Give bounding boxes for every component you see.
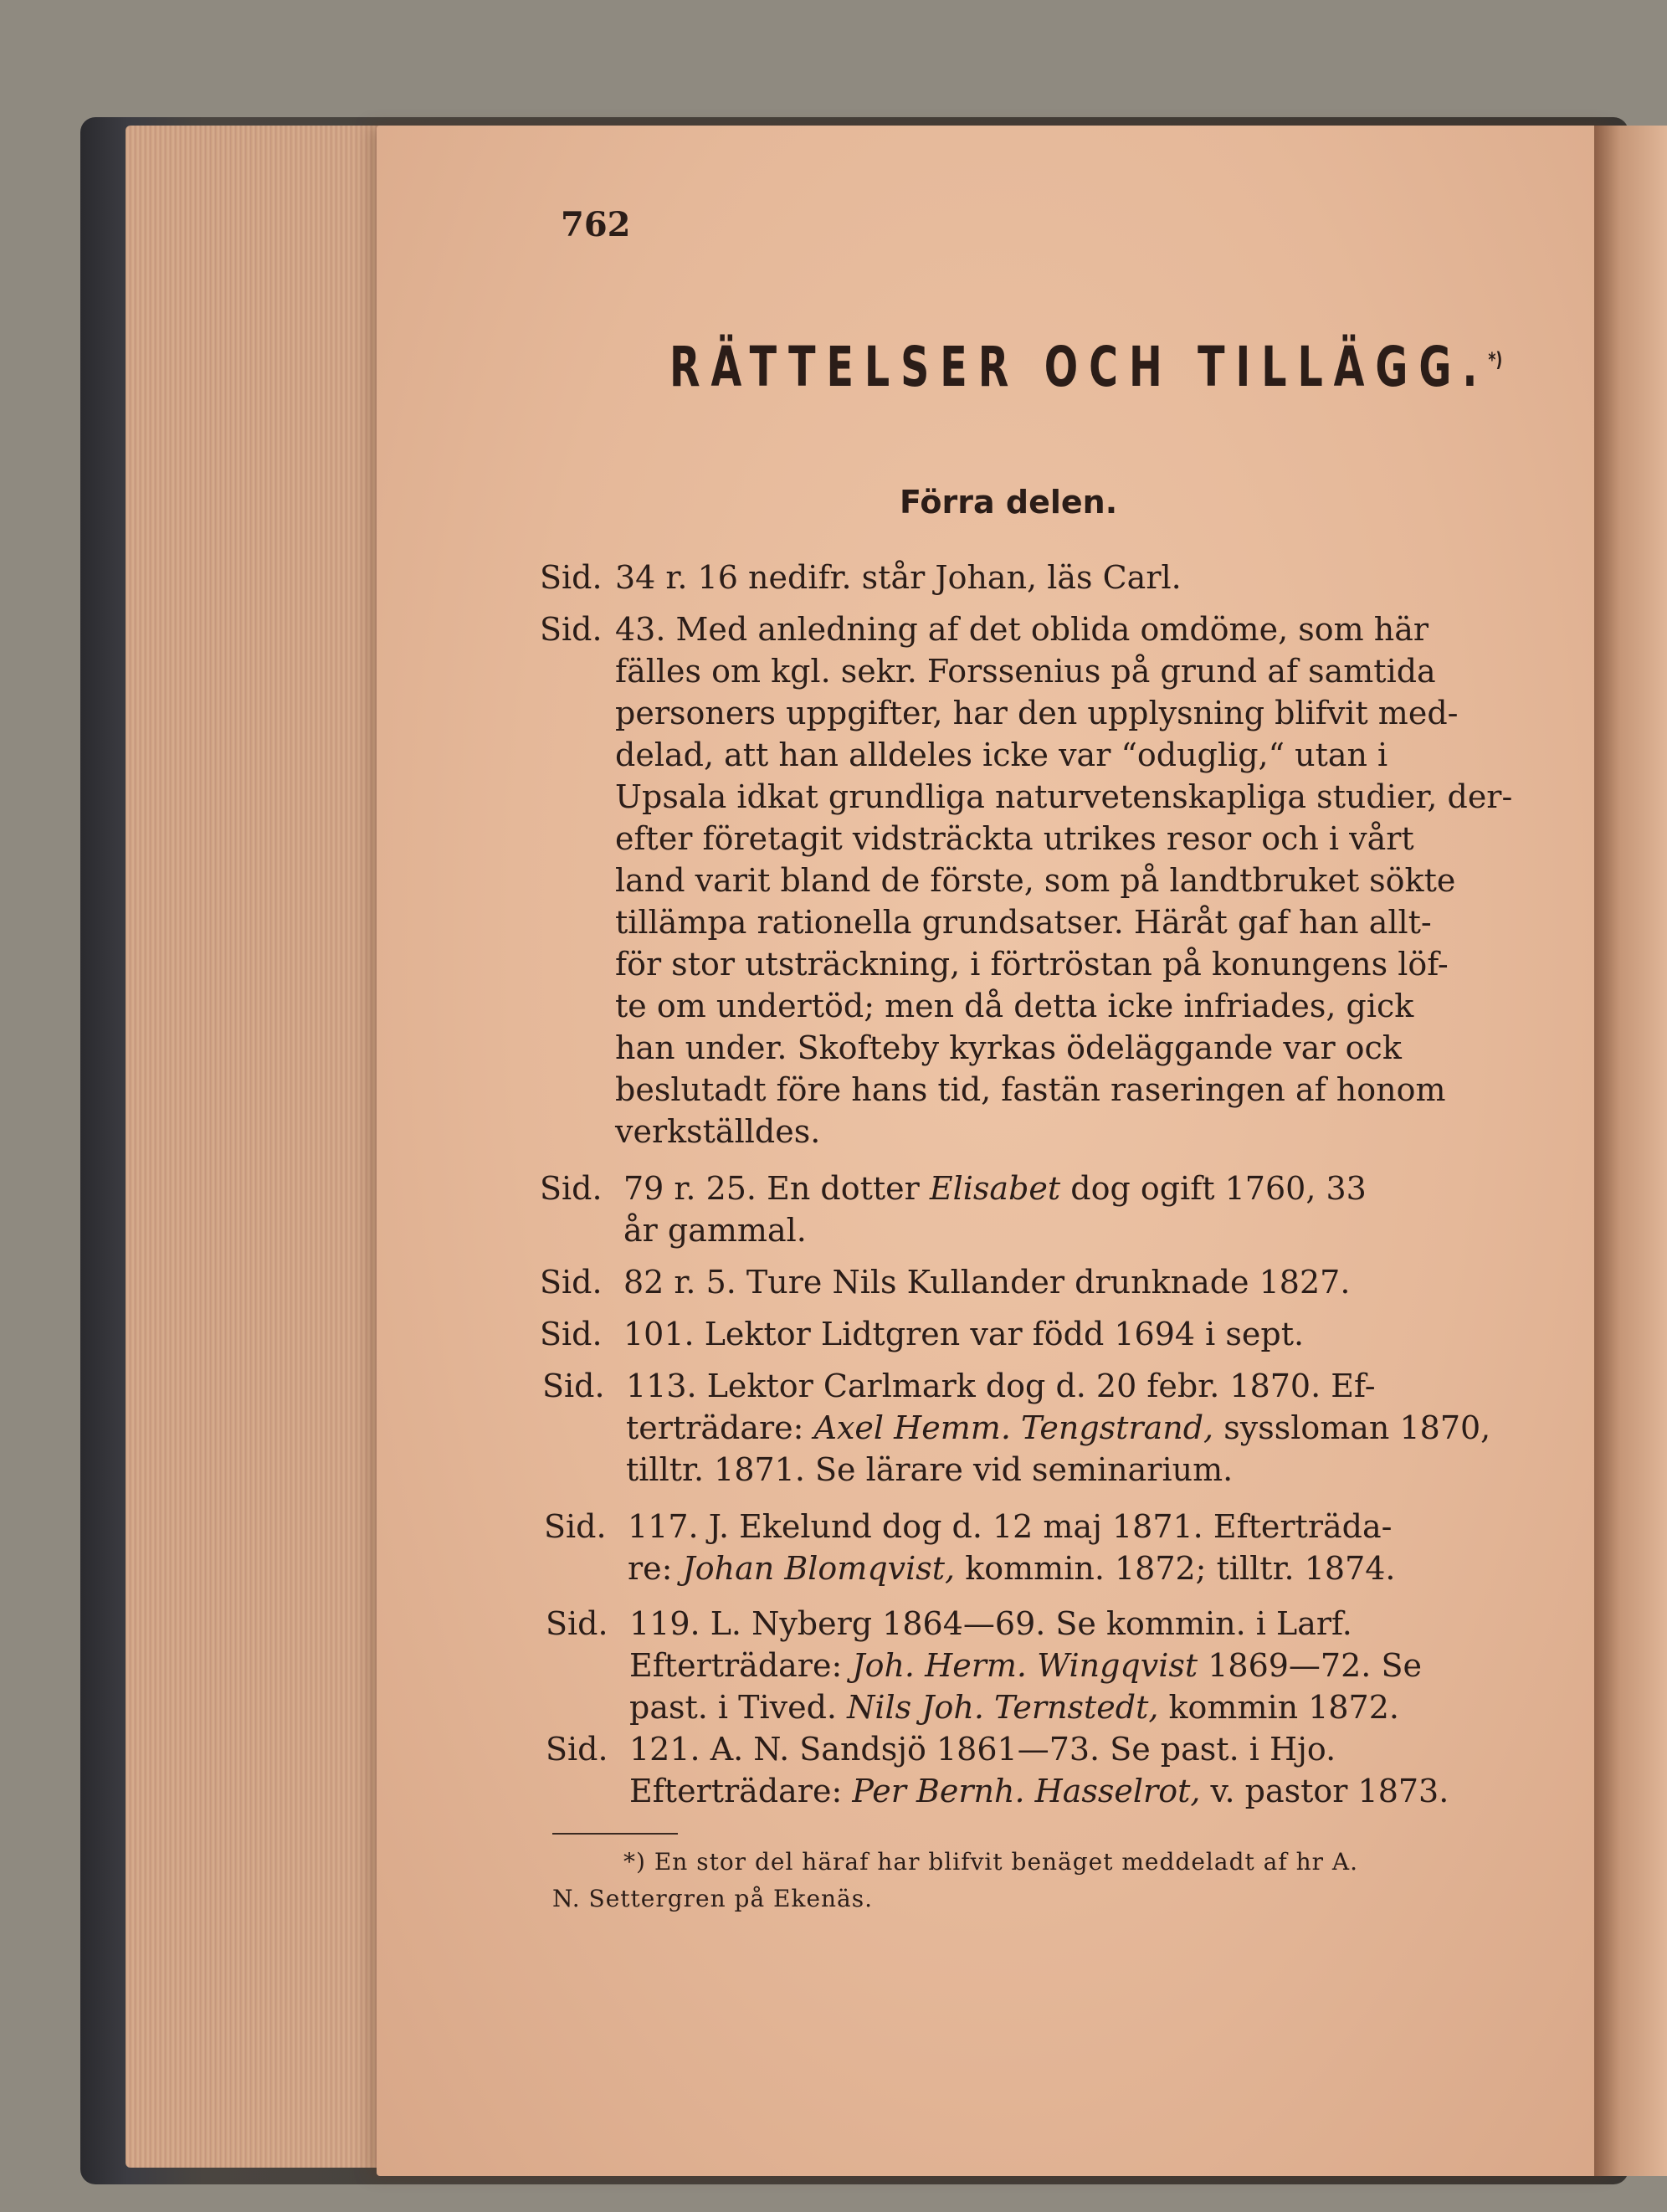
entry-line: 79 r. 25. En dotter Elisabet dog ogift 1760, 33: [623, 1170, 1367, 1207]
footnote-line: N. Settergren på Ekenäs.: [552, 1885, 874, 1912]
entry-line: Efterträdare: Joh. Herm. Wingqvist 1869—72. Se: [629, 1647, 1422, 1684]
entry-line: 34 r. 16 nedifr. står Johan, läs Carl.: [615, 559, 1182, 596]
entry-line: han under. Skofteby kyrkas ödeläggande var ock: [615, 1029, 1402, 1066]
title-footnote-marker: *): [1488, 348, 1503, 372]
entry-line: beslutadt före hans tid, fastän raseringen af honom: [615, 1071, 1446, 1108]
entry-label: Sid.: [540, 1316, 603, 1352]
entry-line: personers uppgifter, har den upplysning blifvit med-: [615, 695, 1459, 731]
entry-label: Sid.: [546, 1605, 608, 1642]
page-number: 762: [561, 205, 631, 244]
entry-line: fälles om kgl. sekr. Forssenius på grund af samtida: [615, 653, 1436, 690]
entry-line: för stor utsträckning, i förtröstan på konungens löf-: [615, 946, 1449, 983]
entry-line: verkställdes.: [615, 1113, 821, 1150]
entry-line: 119. L. Nyberg 1864—69. Se kommin. i Larf.: [629, 1605, 1352, 1642]
entry-label: Sid.: [544, 1508, 607, 1545]
page-title-text: RÄTTELSER OCH TILLÄGG.: [669, 335, 1489, 399]
page-title: [669, 335, 1502, 399]
entry-line: Efterträdare: Per Bernh. Hasselrot, v. pastor 1873.: [629, 1773, 1449, 1809]
entry-line: 101. Lektor Lidtgren var född 1694 i sept.: [623, 1316, 1305, 1352]
entry-line: te om undertöd; men då detta icke infriades, gick: [615, 988, 1414, 1024]
entry-line: terträdare: Axel Hemm. Tengstrand, syssloman 1870,: [626, 1409, 1491, 1446]
entry-label: Sid.: [540, 559, 603, 596]
footnote-line: *) En stor del häraf har blifvit benäget meddeladt af hr A.: [623, 1848, 1359, 1876]
entry-line: 82 r. 5. Ture Nils Kullander drunknade 1827.: [623, 1264, 1351, 1301]
entry-label: Sid.: [542, 1368, 605, 1404]
entry-line: tilltr. 1871. Se lärare vid seminarium.: [626, 1451, 1234, 1488]
footnote-rule: [552, 1833, 678, 1835]
entry-label: Sid.: [546, 1731, 608, 1768]
entry-line: år gammal.: [623, 1212, 807, 1249]
entry-line: 113. Lektor Carlmark dog d. 20 febr. 1870. Ef-: [626, 1368, 1376, 1404]
entry-line: Upsala idkat grundliga naturvetenskapliga studier, der-: [615, 778, 1513, 815]
entry-line: past. i Tived. Nils Joh. Ternstedt, kommin 1872.: [629, 1689, 1399, 1726]
entry-line: efter företagit vidsträckta utrikes resor och i vårt: [615, 820, 1414, 857]
entry-label: Sid.: [540, 1264, 603, 1301]
next-page-gutter: [1594, 126, 1667, 2176]
entry-line: tillämpa rationella grundsatser. Häråt gaf han allt-: [615, 904, 1432, 941]
entry-line: 121. A. N. Sandsjö 1861—73. Se past. i Hjo.: [629, 1731, 1336, 1768]
entry-line: 43. Med anledning af det oblida omdöme, som här: [615, 611, 1429, 648]
section-subtitle: Förra delen.: [900, 484, 1118, 521]
entry-line: land varit bland de förste, som på landtbruket sökte: [615, 862, 1456, 899]
entry-line: 117. J. Ekelund dog d. 12 maj 1871. Efterträda-: [628, 1508, 1393, 1545]
entry-label: Sid.: [540, 611, 603, 648]
entry-line: re: Johan Blomqvist, kommin. 1872; tilltr. 1874.: [628, 1550, 1396, 1587]
entry-label: Sid.: [540, 1170, 603, 1207]
entry-line: delad, att han alldeles icke var “oduglig,“ utan i: [615, 736, 1388, 773]
